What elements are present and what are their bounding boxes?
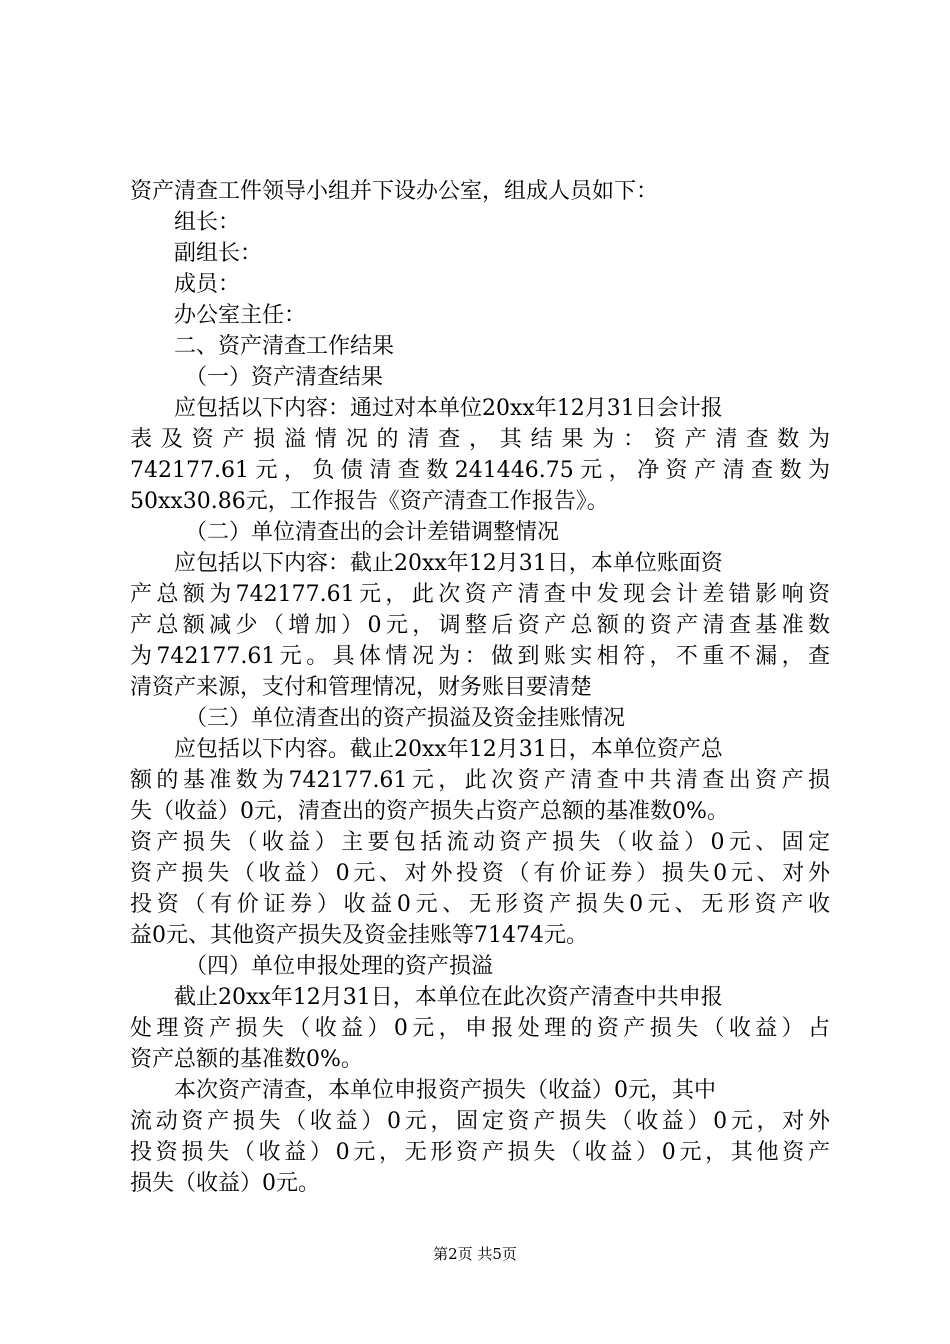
- body-line: 办公室主任：: [174, 303, 307, 328]
- body-line: 资产损失（收益）0元、对外投资（有价证券）损失0元、对外: [130, 861, 830, 886]
- body-line: 产总额为742177.61元，此次资产清查中发现会计差错影响资: [130, 582, 830, 607]
- body-line: 损失（收益）0元。: [130, 1171, 320, 1196]
- body-line: 为742177.61元。具体情况为：做到账实相符，不重不漏，查: [130, 644, 830, 669]
- body-line: 投资（有价证券）收益0元、无形资产损失0元、无形资产收: [130, 892, 830, 917]
- body-line: 组长：: [174, 210, 241, 235]
- body-line: 益0元、其他资产损失及资金挂账等71474元。: [130, 923, 588, 948]
- body-line: 应包括以下内容。截止20xx年12月31日，本单位资产总: [174, 737, 723, 762]
- body-line: 清资产来源，支付和管理情况，财务账目要清楚: [130, 675, 593, 700]
- body-line: 流动资产损失（收益）0元，固定资产损失（收益）0元，对外: [130, 1109, 830, 1134]
- body-line: 本次资产清查，本单位申报资产损失（收益）0元，其中: [174, 1078, 716, 1103]
- body-line: 资产总额的基准数0%。: [130, 1047, 363, 1072]
- body-line: 表及资产损溢情况的清查，其结果为：资产清查数为: [130, 427, 830, 452]
- body-line: 副组长：: [174, 241, 263, 266]
- body-line: 资产清查工件领导小组并下设办公室，组成人员如下：: [130, 179, 659, 204]
- body-line: 资产损失（收益）主要包括流动资产损失（收益）0元、固定: [130, 830, 830, 855]
- subsection-heading: （三）单位清查出的资产损溢及资金挂账情况: [185, 706, 626, 731]
- body-line: 处理资产损失（收益）0元，申报处理的资产损失（收益）占: [130, 1016, 830, 1041]
- subsection-heading: （四）单位申报处理的资产损溢: [185, 954, 494, 979]
- body-line: 失（收益）0元，清查出的资产损失占资产总额的基准数0%。: [130, 799, 729, 824]
- body-line: 截止20xx年12月31日，本单位在此次资产清查中共申报: [174, 985, 723, 1010]
- body-line: 产总额减少（增加）0元，调整后资产总额的资产清查基准数: [130, 613, 830, 638]
- subsection-heading: （一）资产清查结果: [185, 365, 384, 390]
- body-line: 50xx30.86元，工作报告《资产清查工作报告》。: [130, 489, 609, 514]
- section-heading: 二、资产清查工作结果: [174, 334, 395, 359]
- body-line: 额的基准数为742177.61元，此次资产清查中共清查出资产损: [130, 768, 830, 793]
- document-body: [130, 176, 830, 1199]
- subsection-heading: （二）单位清查出的会计差错调整情况: [185, 520, 560, 545]
- body-line: 投资损失（收益）0元，无形资产损失（收益）0元，其他资产: [130, 1140, 830, 1165]
- body-line: 742177.61元，负债清查数241446.75元，净资产清查数为: [130, 458, 830, 483]
- page-indicator: 第2页 共5页: [433, 1245, 517, 1263]
- body-line: 应包括以下内容：截止20xx年12月31日，本单位账面资: [174, 551, 723, 576]
- body-line: 应包括以下内容：通过对本单位20xx年12月31日会计报: [174, 396, 723, 421]
- body-line: 成员：: [174, 272, 241, 297]
